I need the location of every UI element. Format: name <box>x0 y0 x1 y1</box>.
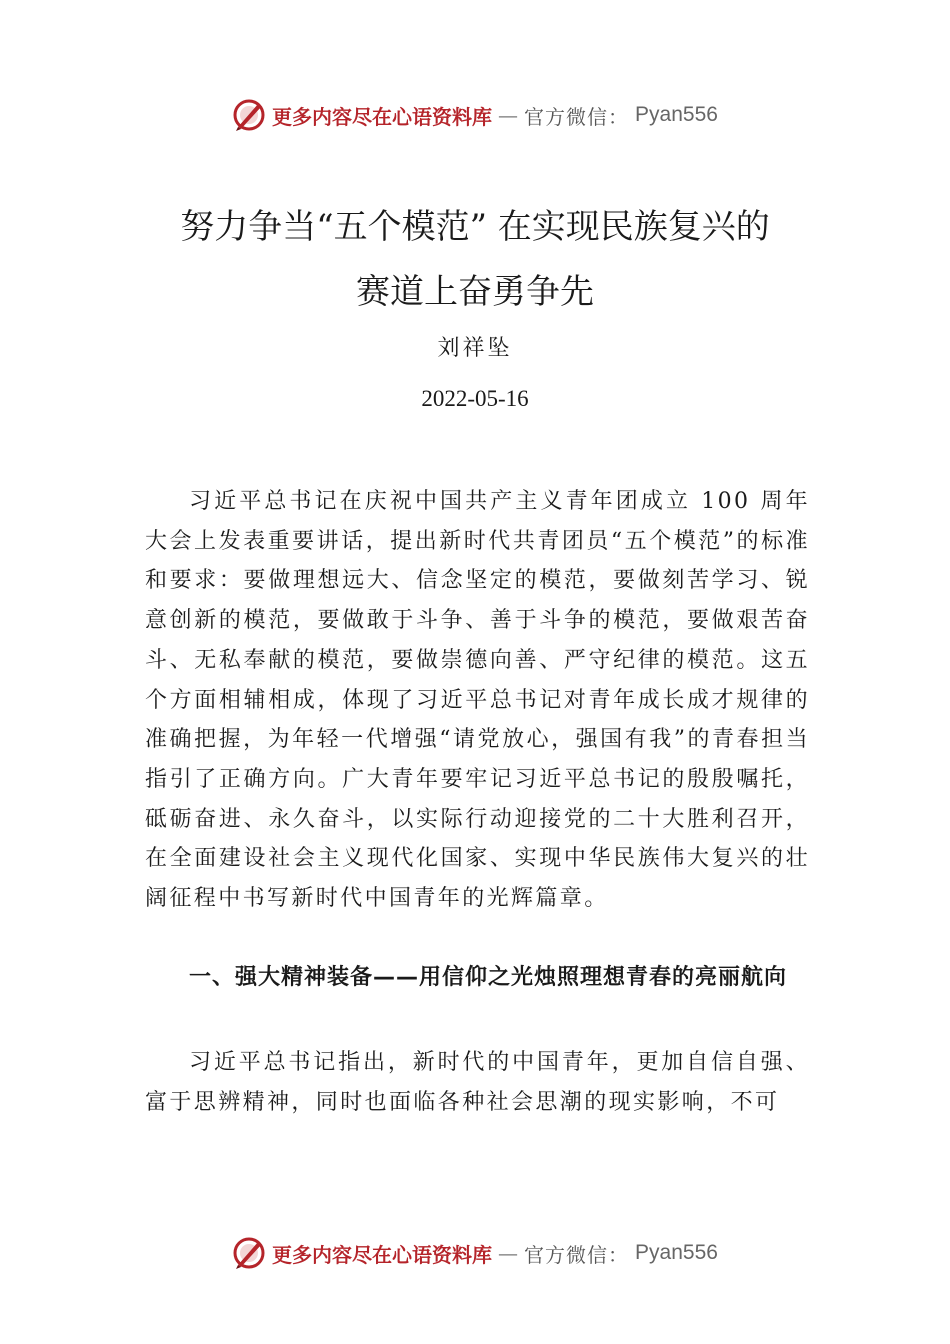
paragraph-2-text: 习近平总书记指出，新时代的中国青年，更加自信自强、富于思辨精神，同时也面临各种社会思潮的现实影响，不可 <box>145 1050 810 1115</box>
footer-banner-wechat-id: Pyan556 <box>635 1241 718 1264</box>
header-banner <box>0 95 950 135</box>
footer-banner-wechat-label: 官方微信： <box>524 1242 630 1267</box>
article-title-line1: 努力争当“五个模范” 在实现民族复兴的 <box>180 207 770 247</box>
banner-main-text: 更多内容尽在心语资料库 <box>272 104 493 129</box>
article-date: 2022-05-16 <box>421 386 529 411</box>
pen-circle-icon <box>232 98 266 132</box>
footer-banner-main-text: 更多内容尽在心语资料库 <box>272 1242 493 1267</box>
footer-banner <box>0 1233 950 1273</box>
banner-wechat-id: Pyan556 <box>635 103 718 126</box>
pen-circle-icon <box>232 1236 266 1270</box>
article-title-line2: 赛道上奋勇争先 <box>356 272 594 312</box>
article-paragraph-1 <box>145 482 810 919</box>
article-author: 刘祥坠 <box>437 336 513 361</box>
footer-banner-separator: — <box>498 1241 519 1265</box>
paragraph-1-text: 习近平总书记在庆祝中国共产主义青年团成立 100 周年大会上发表重要讲话，提出新时代共青团员“五个模范”的标准和要求：要做理想远大、信念坚定的模范，要做刻苦学习、锐意创新的模范，要做敢于斗争、善于斗争的模范，要做艰苦奋斗、无私奉献的模范，要做崇德向善、严守纪律的模范。这五个方面相辅相成，体现了习近平总书记对青年成长成才规律的准确把握，为年轻一代增强“请党放心，强国有我”的青春担当指引了正确方向。广大青年要牢记习近平总书记的殷殷嘱托，砥砺奋进、永久奋斗，以实际行动迎接党的二十大胜利召开，在全面建设社会主义现代化国家、实现中华民族伟大复兴的壮阔征程中书写新时代中国青年的光辉篇章。 <box>145 489 810 912</box>
article-paragraph-2 <box>145 1043 810 1122</box>
section-heading-1: 一、强大精神装备——用信仰之光烛照理想青春的亮丽航向 <box>189 965 788 990</box>
banner-wechat-label: 官方微信： <box>524 104 630 129</box>
banner-separator: — <box>498 103 519 127</box>
